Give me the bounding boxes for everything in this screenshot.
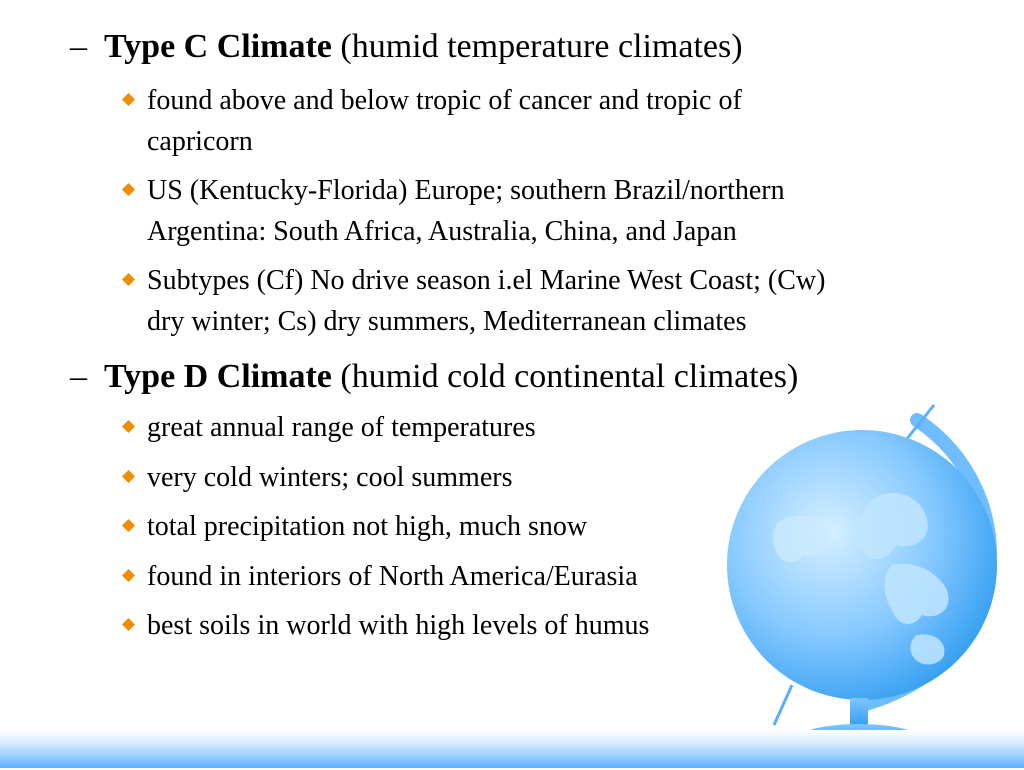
list-item-text: great annual range of temperatures [147, 412, 536, 443]
heading-description: (humid temperature climates) [340, 28, 743, 65]
diamond-bullet-icon [122, 420, 135, 433]
diamond-bullet-icon [122, 183, 135, 196]
list-item-text: total precipitation not high, much snow [147, 511, 588, 542]
dash-marker: – [70, 28, 87, 65]
heading-title: Type C Climate [104, 28, 332, 65]
bottom-gradient-band [0, 730, 1024, 768]
list-item-text: found above and below tropic of cancer and tropic of [147, 85, 742, 116]
diamond-bullet-icon [122, 569, 135, 582]
list-item-text: very cold winters; cool summers [147, 462, 513, 493]
list-item-text: found in interiors of North America/Eurasia [147, 561, 638, 592]
list-item-text: best soils in world with high levels of humus [147, 610, 650, 641]
heading-title: Type D Climate [104, 358, 332, 395]
list-item-text: capricorn [147, 126, 253, 157]
diamond-bullet-icon [122, 273, 135, 286]
list-item-text: Subtypes (Cf) No drive season i.el Marine West Coast; (Cw) [147, 265, 826, 296]
diamond-bullet-icon [122, 519, 135, 532]
diamond-bullet-icon [122, 93, 135, 106]
dash-marker: – [70, 358, 87, 395]
heading-description: (humid cold continental climates) [340, 358, 799, 395]
heading-type-d [70, 357, 798, 397]
diamond-bullet-icon [122, 618, 135, 631]
list-item-text: Argentina: South Africa, Australia, China, and Japan [147, 216, 737, 247]
heading-type-c [70, 27, 743, 67]
diamond-bullet-icon [122, 470, 135, 483]
list-item-text: dry winter; Cs) dry summers, Mediterranean climates [147, 306, 747, 337]
list-item-text: US (Kentucky-Florida) Europe; southern Brazil/northern [147, 175, 785, 206]
